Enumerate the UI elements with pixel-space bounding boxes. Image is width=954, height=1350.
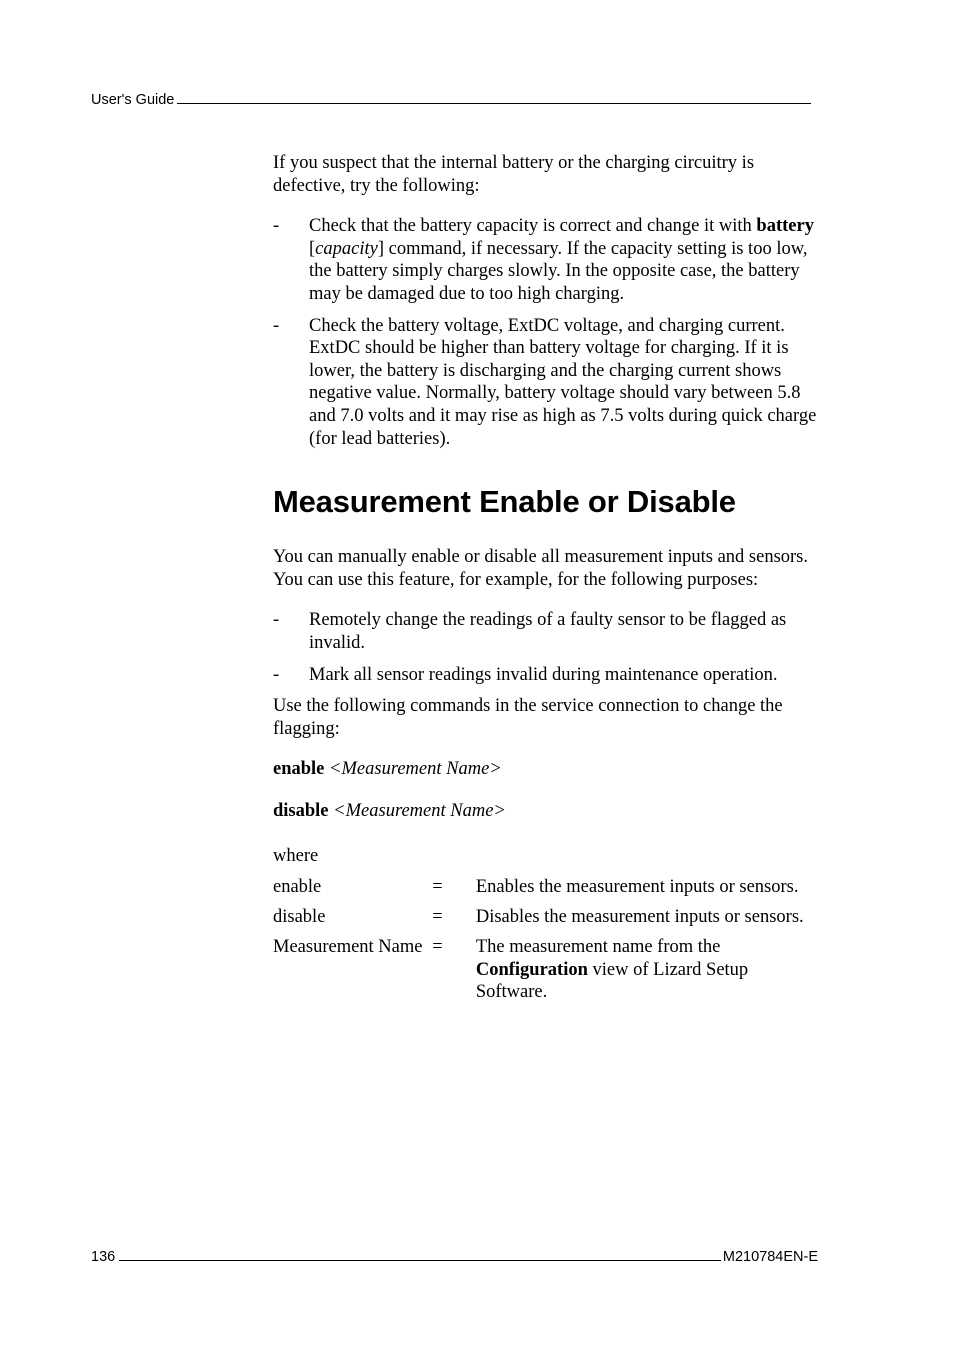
where-label: where: [273, 846, 319, 867]
equals-sign: =: [432, 877, 443, 898]
intro-paragraph: If you suspect that the internal battery or the charging circuitry is defective, try the following:: [273, 153, 755, 196]
table-row: [273, 906, 821, 936]
dash-marker: -: [273, 610, 280, 631]
page-header: [91, 86, 811, 108]
equals-sign: =: [432, 937, 443, 958]
section-heading: Measurement Enable or Disable: [273, 484, 736, 520]
definition-term: disable: [273, 907, 326, 928]
page-content: [273, 152, 821, 1012]
page-number: 136: [91, 1249, 116, 1265]
list-item: - Check the battery voltage, ExtDC voltage, and charging current. ExtDC should be higher than battery voltage for charging. If it is lower, the battery is discharging and the charging current shows negative value. Normally, battery voltage should vary between 5.8 and 7.0 volts and it may rise as high as 7.5 volts during quick charge (for lead batteries).: [273, 315, 817, 449]
enable-command: enable <Measurement Name>: [273, 759, 502, 780]
dash-marker: -: [273, 216, 280, 237]
commands-intro: Use the following commands in the service connection to change the flagging:: [273, 696, 783, 739]
disable-command: disable <Measurement Name>: [273, 800, 506, 821]
document-code: M210784EN-E: [722, 1249, 818, 1265]
purpose-list: [273, 609, 821, 686]
definition-description: Enables the measurement inputs or sensors.: [475, 877, 799, 898]
footer-rule: [119, 1260, 721, 1261]
capacity-param: capacity: [315, 238, 378, 259]
page-footer: [91, 1243, 818, 1265]
list-item: - Mark all sensor readings invalid during maintenance operation.: [273, 664, 778, 685]
section-intro: You can manually enable or disable all measurement inputs and sensors. You can use this feature, for example, for the following purposes:: [273, 547, 809, 590]
dash-marker: -: [273, 664, 280, 685]
header-rule: [177, 103, 811, 104]
dash-marker: -: [273, 315, 280, 336]
battery-checklist: [273, 215, 821, 450]
definition-term: enable: [273, 877, 322, 898]
battery-command: battery: [756, 216, 814, 237]
table-row: [273, 936, 821, 1011]
definition-description: Disables the measurement inputs or sensors.: [475, 907, 804, 928]
configuration-label: Configuration: [475, 959, 588, 980]
list-item: - Remotely change the readings of a faulty sensor to be flagged as invalid.: [273, 610, 787, 653]
equals-sign: =: [432, 907, 443, 928]
definition-description: The measurement name from the Configuration view of Lizard Setup Software.: [475, 937, 749, 1003]
header-title: User's Guide: [91, 92, 175, 108]
definition-term: Measurement Name: [273, 937, 423, 958]
table-row: [273, 876, 821, 906]
definitions-table: [273, 876, 821, 1011]
list-item: - Check that the battery capacity is correct and change it with battery [capacity] command, if necessary. If the capacity setting is too low, the battery simply charges slowly. In the opposite case, the battery may be damaged due to too high charging.: [273, 216, 814, 304]
